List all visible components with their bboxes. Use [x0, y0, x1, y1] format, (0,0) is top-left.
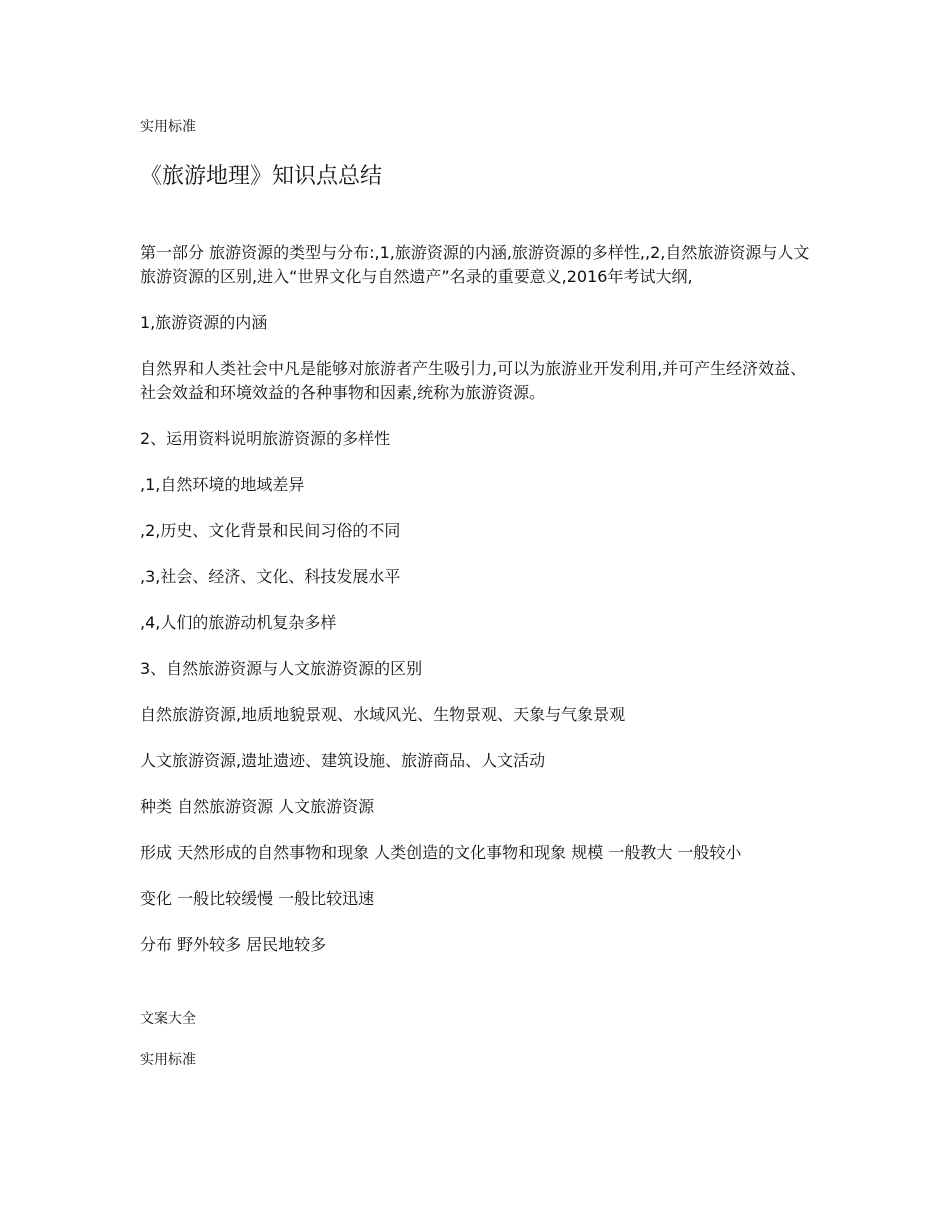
- paragraph-distribution-row: 分布 野外较多 居民地较多: [140, 935, 327, 954]
- paragraph-cultural-resources: 人文旅游资源,遗址遗迹、建筑设施、旅游商品、人文活动: [140, 751, 546, 770]
- paragraph-formation-row: 形成 天然形成的自然事物和现象 人类创造的文化事物和现象 规模 一般教大 一般较小: [140, 843, 742, 862]
- paragraph-category-row: 种类 自然旅游资源 人文旅游资源: [140, 797, 375, 816]
- document-body: [140, 241, 820, 979]
- paragraph-point-3: ,3,社会、经济、文化、科技发展水平: [140, 567, 401, 586]
- paragraph-heading-1: 1,旅游资源的内涵: [140, 313, 268, 332]
- next-page-header-label: 实用标准: [140, 1052, 196, 1068]
- page-header-label: 实用标准: [140, 119, 196, 135]
- page-footer-label: 文案大全: [140, 1011, 196, 1027]
- paragraph-natural-resources: 自然旅游资源,地质地貌景观、水域风光、生物景观、天象与气象景观: [140, 705, 626, 724]
- paragraph-point-4: ,4,人们的旅游动机复杂多样: [140, 613, 337, 632]
- paragraph-change-row: 变化 一般比较缓慢 一般比较迅速: [140, 889, 375, 908]
- paragraph-intro: 第一部分 旅游资源的类型与分布:,1,旅游资源的内涵,旅游资源的多样性,,2,自然旅游资源与人文旅游资源的区别,进入“世界文化与自然遗产”名录的重要意义,2016年考试大纲,: [140, 243, 810, 286]
- paragraph-point-1: ,1,自然环境的地域差异: [140, 475, 305, 494]
- paragraph-heading-2: 2、运用资料说明旅游资源的多样性: [140, 429, 391, 448]
- document-title: 《旅游地理》知识点总结: [140, 164, 383, 189]
- paragraph-point-2: ,2,历史、文化背景和民间习俗的不同: [140, 521, 401, 540]
- paragraph-heading-3: 3、自然旅游资源与人文旅游资源的区别: [140, 659, 423, 678]
- paragraph-definition: 自然界和人类社会中凡是能够对旅游者产生吸引力,可以为旅游业开发利用,并可产生经济效益、社会效益和环境效益的各种事物和因素,统称为旅游资源。: [140, 359, 807, 402]
